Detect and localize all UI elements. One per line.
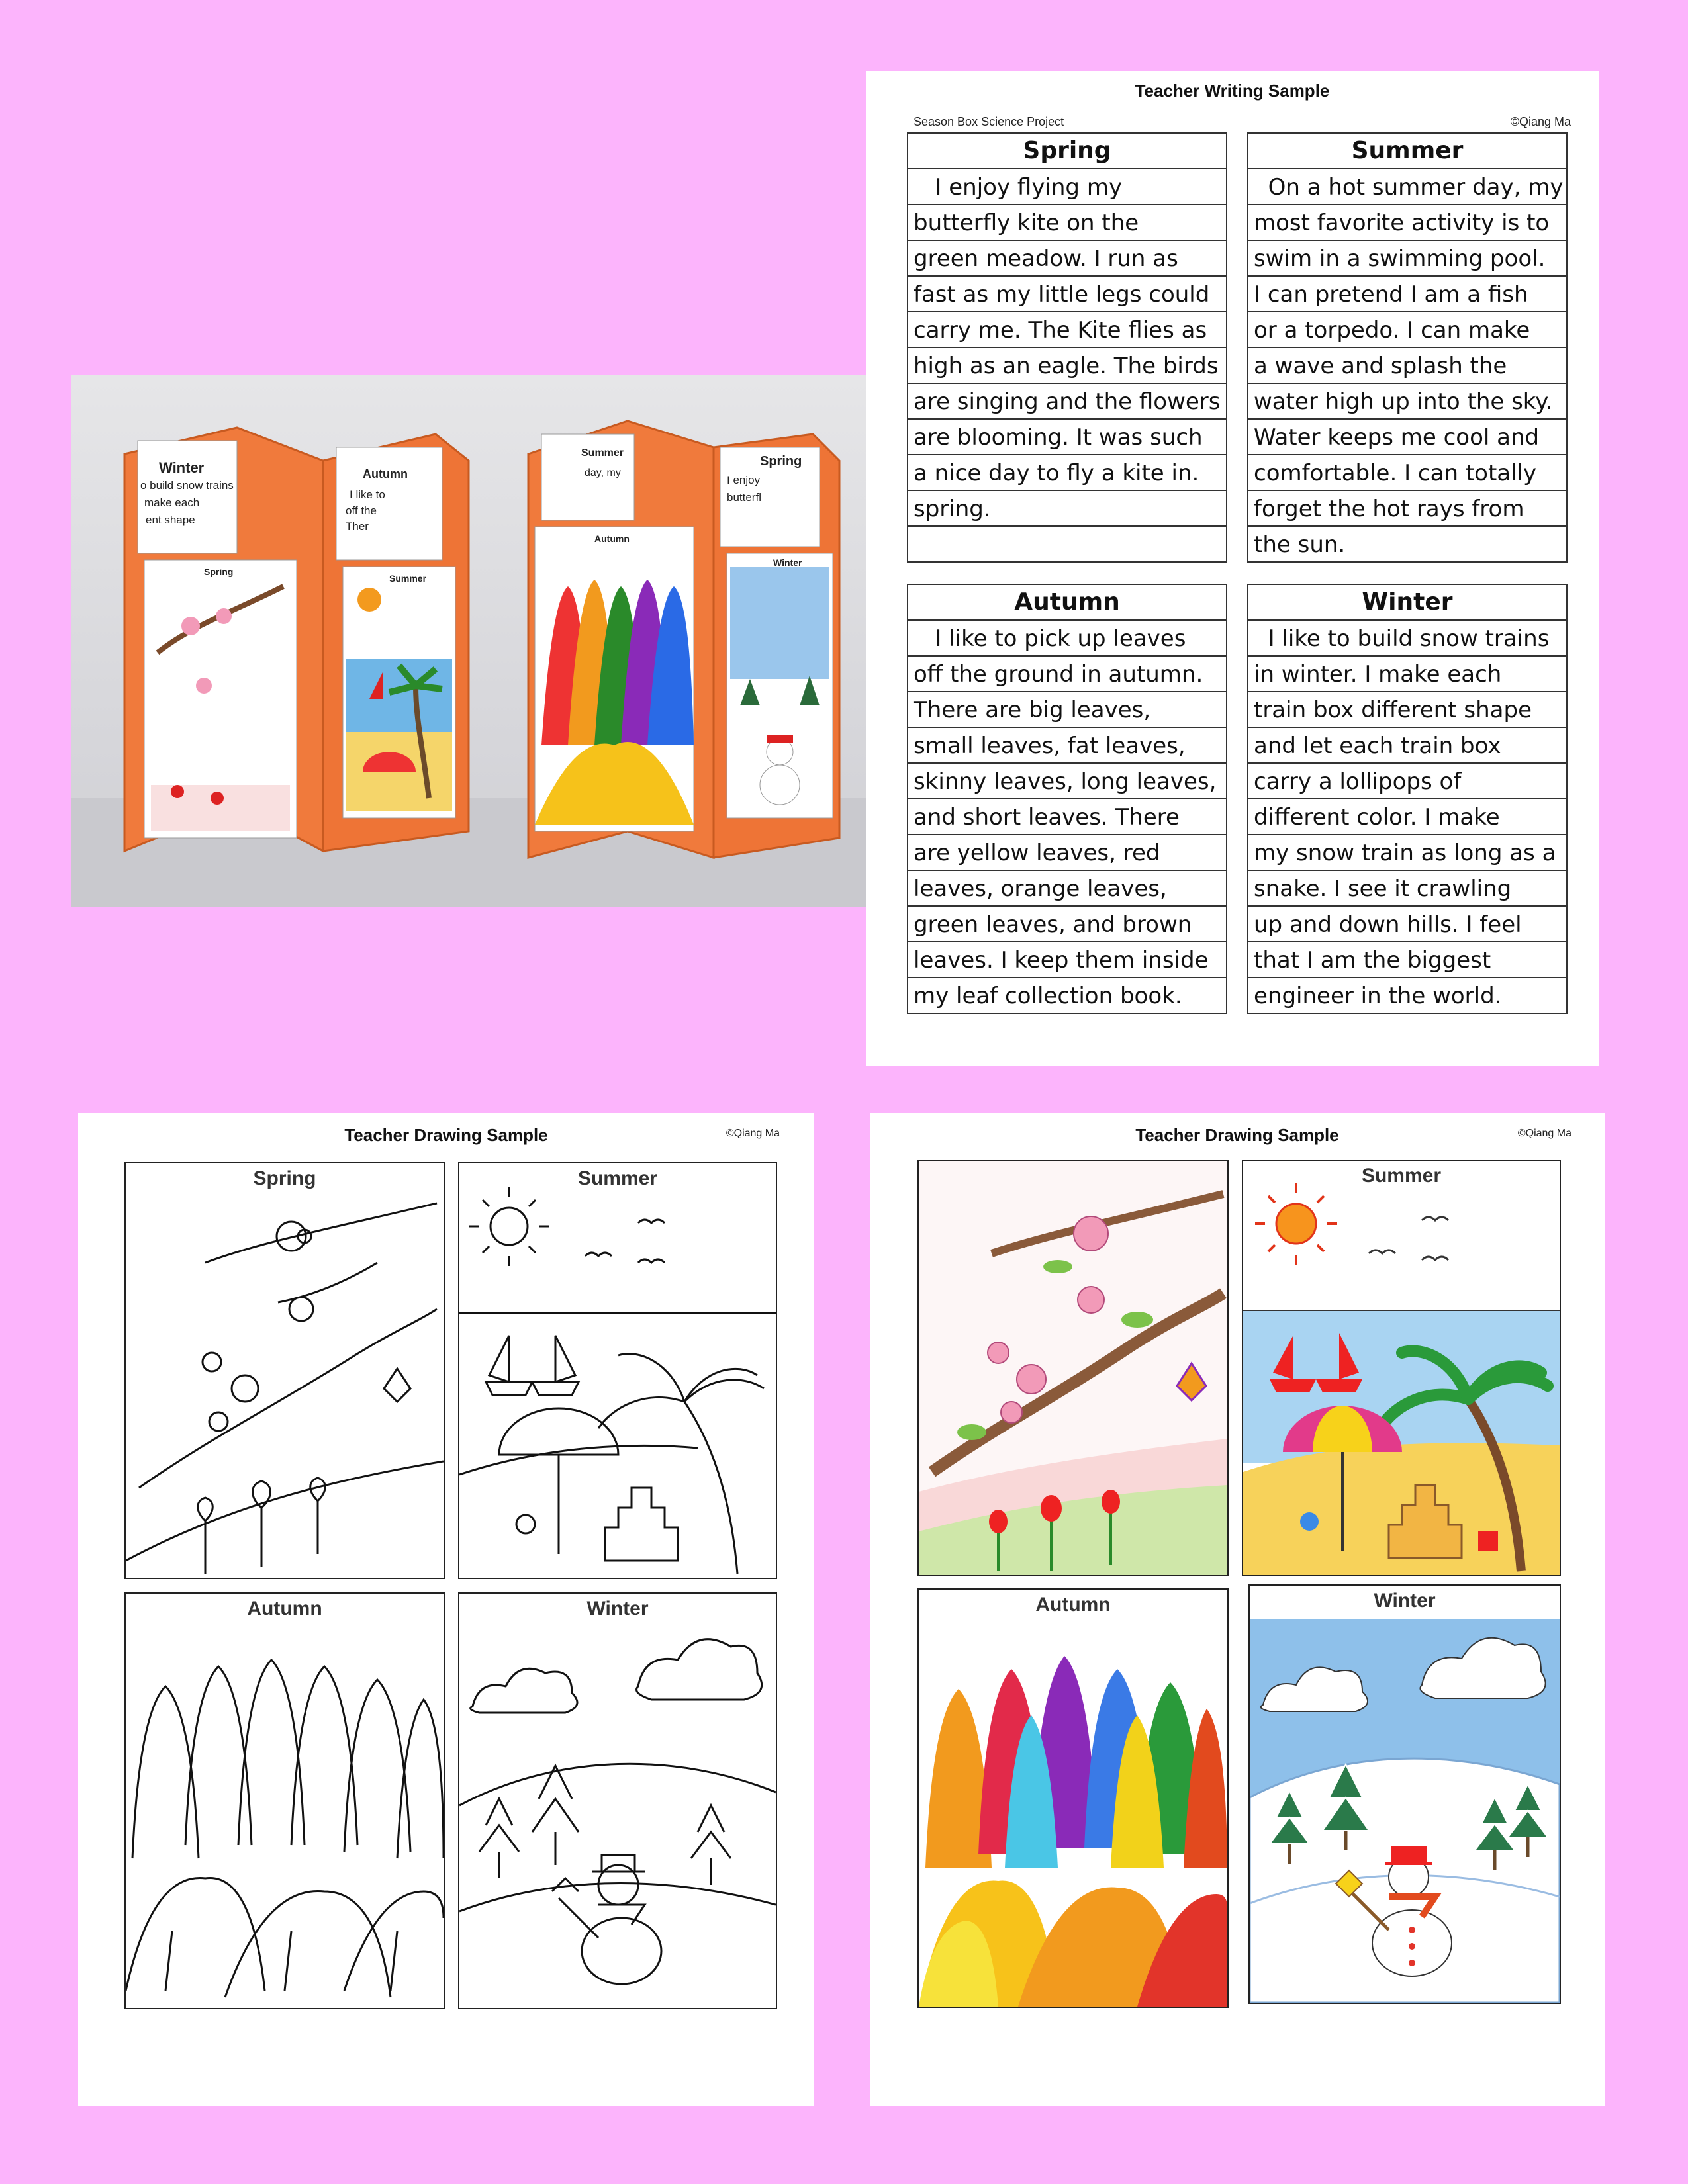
writing-line: small leaves, fat leaves, — [908, 728, 1226, 764]
writing-line: skinny leaves, long leaves, — [908, 764, 1226, 799]
writing-line: a wave and splash the — [1248, 348, 1566, 384]
writing-line: swim in a swimming pool. — [1248, 241, 1566, 277]
box2-label-summer: Summer — [581, 447, 624, 459]
writing-line: or a torpedo. I can make — [1248, 312, 1566, 348]
box1-snippet: o build snow trains — [140, 479, 234, 492]
writing-line: that I am the biggest — [1248, 942, 1566, 978]
color-winter-drawing — [1250, 1586, 1560, 2003]
writing-line: green meadow. I run as — [908, 241, 1226, 277]
writing-line: forget the hot rays from — [1248, 491, 1566, 527]
writing-line: a nice day to fly a kite in. — [908, 455, 1226, 491]
writing-line: my leaf collection book. — [914, 983, 1182, 1009]
box2-snippet: I enjoy — [727, 474, 761, 486]
box1-label-summer: Summer — [389, 573, 427, 584]
bw-summer-drawing — [459, 1163, 776, 1578]
writing-line: I enjoy flying my — [908, 169, 1226, 205]
writing-line: are blooming. It was such — [908, 420, 1226, 455]
box1-snippet: off the — [346, 504, 377, 517]
box1-snippet: I like to — [350, 488, 385, 501]
writing-line: up and down hills. I feel — [1248, 907, 1566, 942]
bw-sheet-title: Teacher Drawing Sample — [344, 1125, 548, 1145]
writing-line — [908, 527, 1226, 561]
writing-line: fast as my little legs could — [908, 277, 1226, 312]
writing-line: different color. I make — [1248, 799, 1566, 835]
writing-line: green leaves, and brown — [908, 907, 1226, 942]
writing-line: most favorite activity is to — [1248, 205, 1566, 241]
writing-sample-sheet — [866, 71, 1599, 1066]
box1-snippet: make each — [144, 496, 200, 509]
box1-label-spring: Spring — [204, 567, 234, 577]
writing-line: comfortable. I can totally — [1248, 455, 1566, 491]
color-autumn-drawing — [919, 1590, 1227, 2007]
writing-line: water high up into the sky. — [1248, 384, 1566, 420]
writing-box-title: Autumn — [908, 585, 1226, 621]
writing-line: my snow train as long as a — [1248, 835, 1566, 871]
writing-line: carry me. The Kite flies as — [908, 312, 1226, 348]
writing-sheet-title: Teacher Writing Sample — [1135, 81, 1330, 101]
color-cell-label: Autumn — [1035, 1594, 1111, 1615]
writing-line: off the ground in autumn. — [908, 657, 1226, 692]
color-cell-label: Winter — [1374, 1590, 1436, 1612]
color-sheet-credit: ©Qiang Ma — [1517, 1128, 1571, 1139]
season-box-photo — [71, 375, 880, 907]
bw-cell-label: Spring — [253, 1167, 316, 1189]
writing-line: are singing and the flowers — [908, 384, 1226, 420]
box2-label-winter: Winter — [773, 557, 802, 568]
drawing-sample-bw-sheet — [78, 1113, 814, 2106]
bw-cell-label: Summer — [577, 1167, 658, 1189]
writing-line: spring. — [908, 491, 1226, 527]
color-cell-winter — [1248, 1584, 1561, 2004]
color-summer-drawing — [1243, 1161, 1560, 1575]
writing-box-summer — [1247, 132, 1568, 563]
writing-line: snake. I see it crawling — [1248, 871, 1566, 907]
writing-line: and short leaves. There — [908, 799, 1226, 835]
writing-box-spring — [907, 132, 1227, 563]
writing-line: I like to pick up leaves — [908, 621, 1226, 657]
writing-line: high as an eagle. The birds — [908, 348, 1226, 384]
color-sheet-title: Teacher Drawing Sample — [1135, 1125, 1339, 1145]
writing-line: train box different shape — [1248, 692, 1566, 728]
box1-snippet: Ther — [346, 520, 369, 533]
writing-line: leaves. I keep them inside — [908, 942, 1226, 978]
writing-line: Water keeps me cool and — [1248, 420, 1566, 455]
bw-cell-summer — [458, 1162, 777, 1579]
bw-cell-spring — [124, 1162, 445, 1579]
box1-snippet: ent shape — [146, 514, 195, 526]
writing-line: There are big leaves, — [908, 692, 1226, 728]
writing-box-winter — [1247, 584, 1568, 1014]
box1-label-autumn: Autumn — [363, 467, 408, 480]
color-cell-spring — [917, 1160, 1229, 1576]
bw-cell-winter — [458, 1592, 777, 2009]
writing-line: are yellow leaves, red — [908, 835, 1226, 871]
color-cell-autumn — [917, 1588, 1229, 2008]
writing-credit: ©Qiang Ma — [1510, 115, 1571, 128]
box2-snippet: day, my — [585, 467, 621, 478]
writing-line: carry a lollipops of — [1248, 764, 1566, 799]
color-spring-drawing — [919, 1161, 1227, 1575]
writing-line: engineer in the world. — [1254, 983, 1502, 1009]
writing-line: On a hot summer day, my — [1248, 169, 1566, 205]
box1-label-winter: Winter — [159, 459, 205, 476]
writing-line: and let each train box — [1248, 728, 1566, 764]
photo-illustration — [71, 375, 880, 907]
project-name: Season Box Science Project — [914, 115, 1064, 128]
writing-line: butterfly kite on the — [908, 205, 1226, 241]
bw-sheet-credit: ©Qiang Ma — [726, 1128, 780, 1139]
writing-line: in winter. I make each — [1248, 657, 1566, 692]
writing-box-title: Winter — [1248, 585, 1566, 621]
box2-label-autumn: Autumn — [594, 533, 630, 544]
writing-line: I like to build snow trains — [1248, 621, 1566, 657]
drawing-sample-color-sheet — [870, 1113, 1605, 2106]
bw-autumn-drawing — [126, 1594, 444, 2008]
box2-snippet: butterfl — [727, 491, 761, 504]
color-cell-summer — [1242, 1160, 1561, 1576]
writing-box-title: Spring — [908, 134, 1226, 169]
writing-box-autumn — [907, 584, 1227, 1014]
bw-spring-drawing — [126, 1163, 444, 1578]
writing-line: I can pretend I am a fish — [1248, 277, 1566, 312]
color-cell-label: Summer — [1361, 1165, 1442, 1187]
bw-cell-label: Autumn — [247, 1598, 322, 1619]
bw-cell-autumn — [124, 1592, 445, 2009]
bw-winter-drawing — [459, 1594, 776, 2008]
writing-box-title: Summer — [1248, 134, 1566, 169]
box2-label-spring: Spring — [760, 454, 802, 469]
writing-line: leaves, orange leaves, — [908, 871, 1226, 907]
bw-cell-label: Winter — [586, 1598, 649, 1619]
writing-line: the sun. — [1254, 531, 1346, 558]
